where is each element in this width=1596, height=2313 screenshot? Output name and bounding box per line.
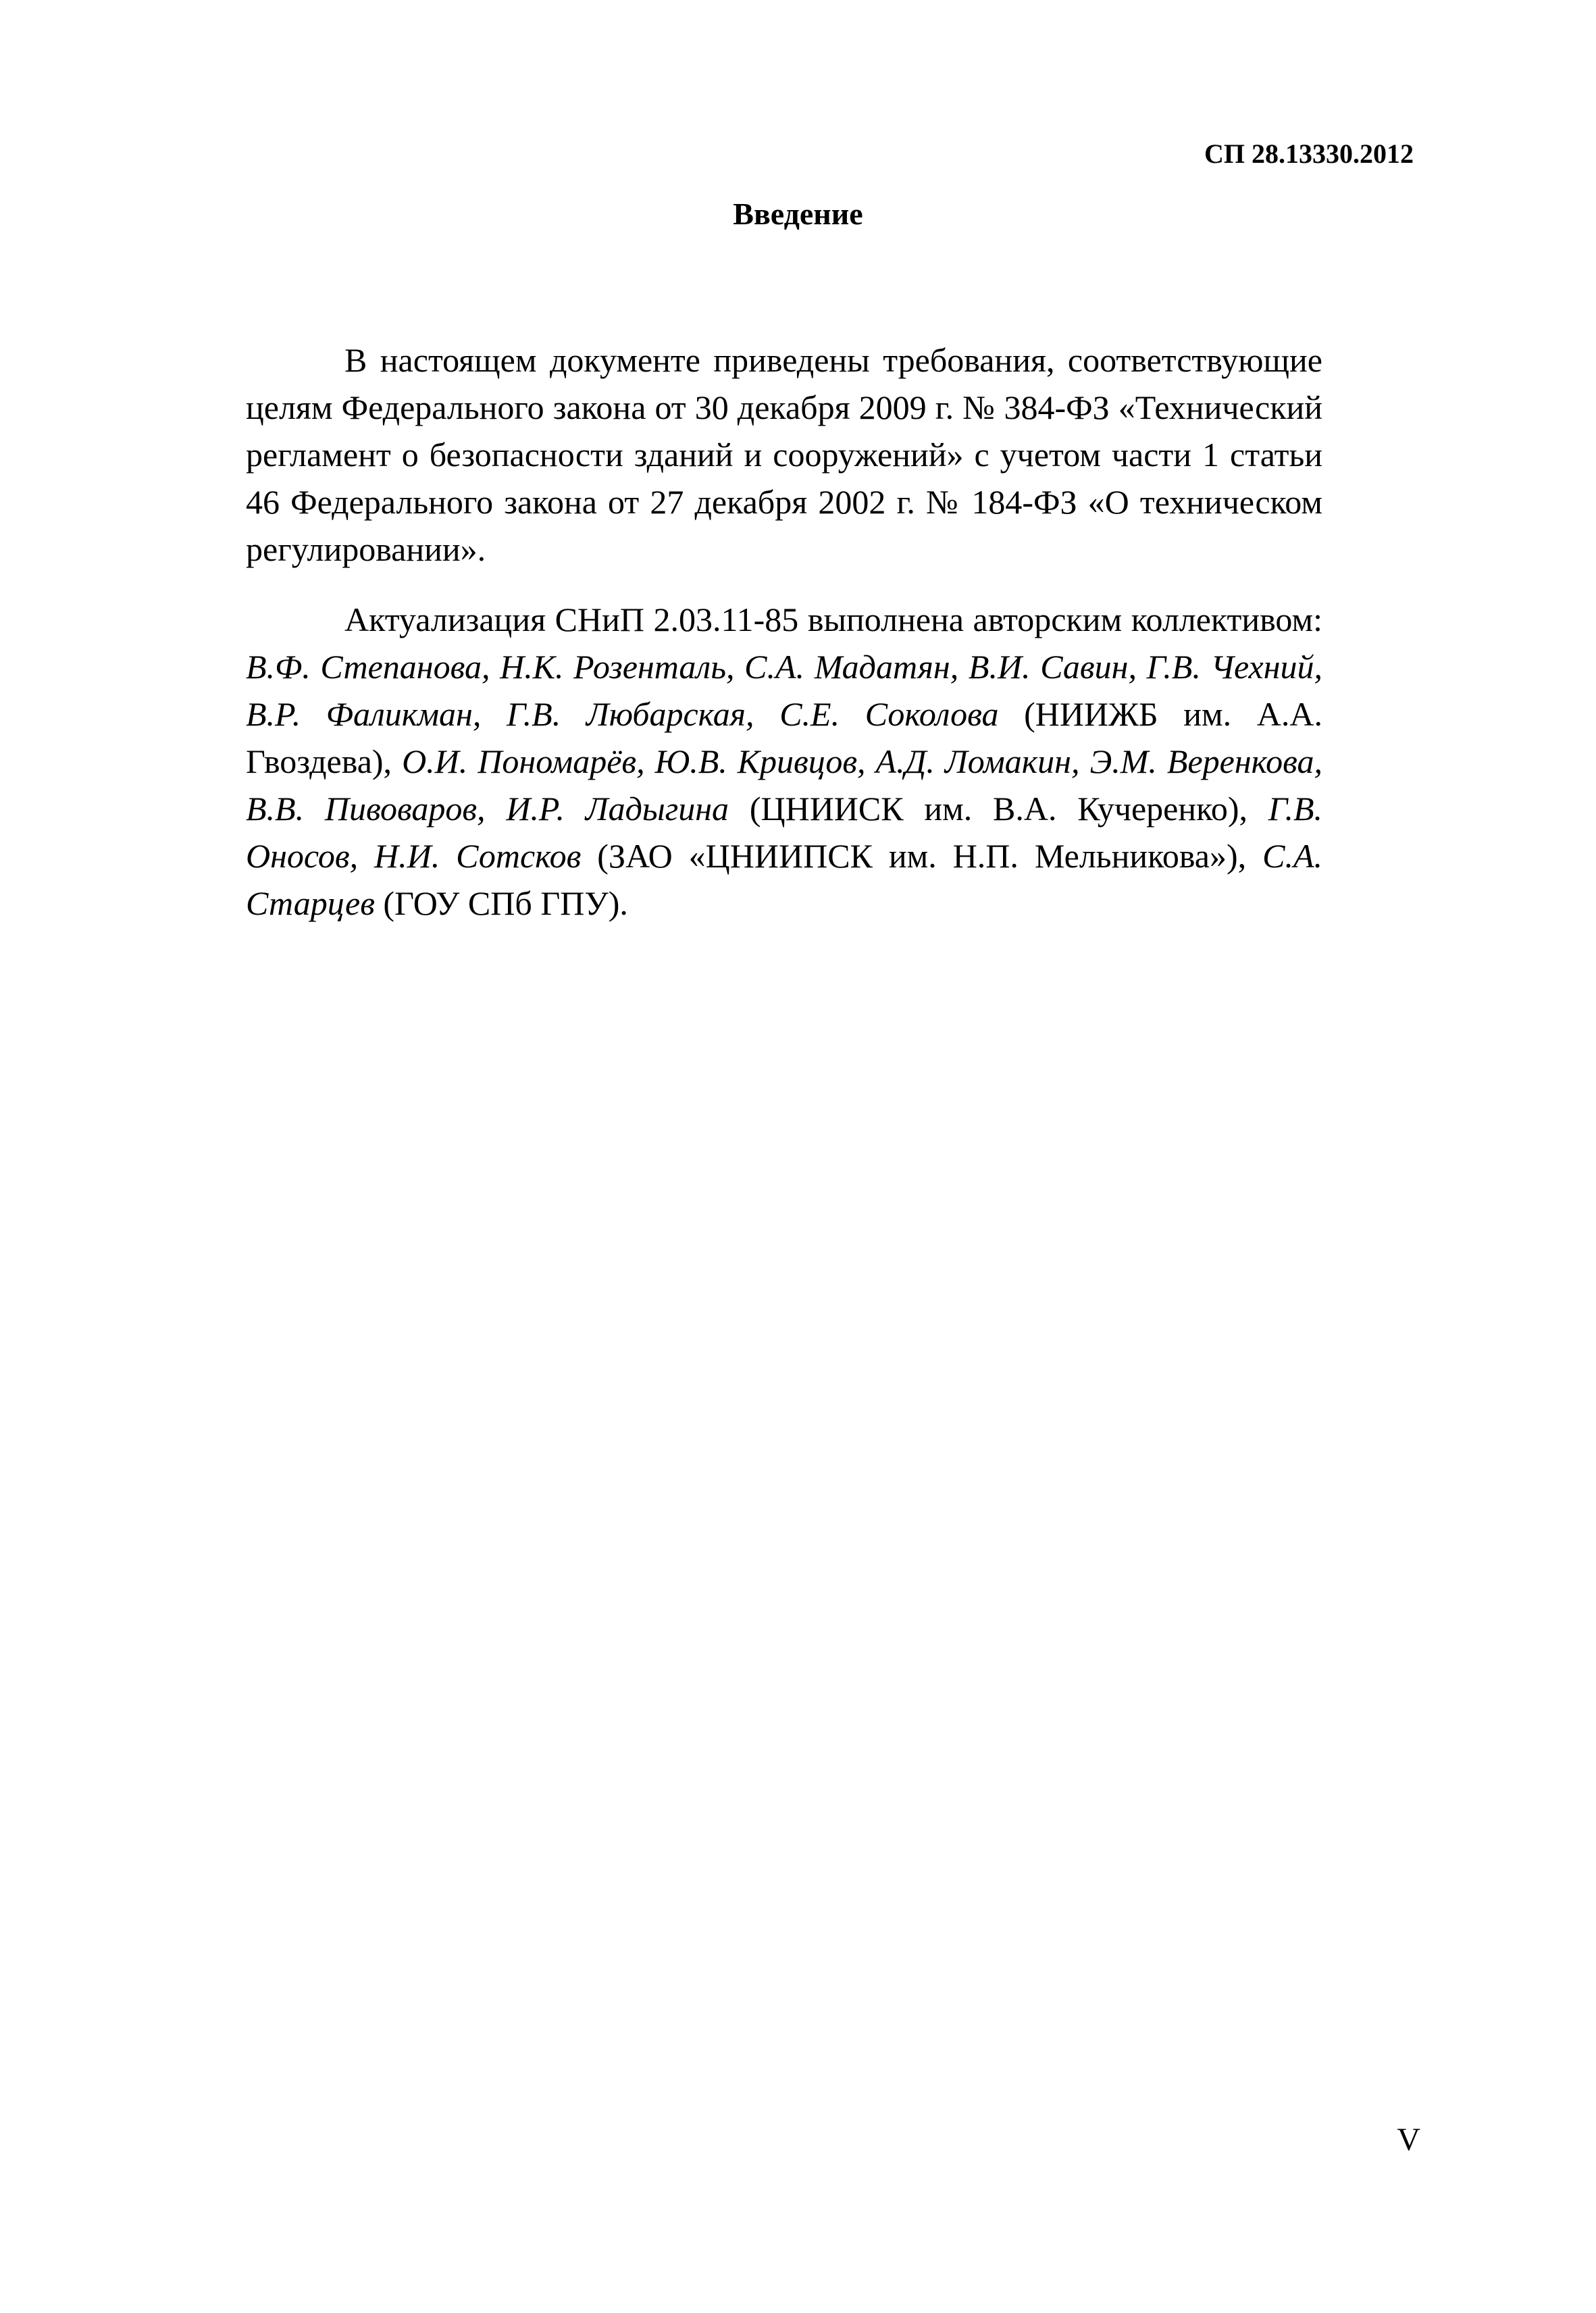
authors-group-2: О.И. Пономарёв, Ю.В. Кривцов, А.Д. Ломакин, Э.М. Веренкова, В.В. Пивоваров, И.Р. Ладыгина — [246, 742, 1322, 828]
section-title: Введение — [733, 197, 863, 231]
org-group-1: (НИИЖБ им. А.А. Гвоздева), — [246, 695, 1322, 780]
authors-intro: Актуализация СНиП 2.03.11-85 выполнена авторским коллективом: — [344, 601, 1322, 638]
paragraph-authors — [246, 596, 1322, 927]
org-group-4: (ГОУ СПб ГПУ). — [374, 884, 628, 922]
authors-group-4: С.А. Старцев — [246, 837, 1323, 922]
document-code: СП 28.13330.2012 — [1204, 138, 1414, 169]
authors-group-3: Г.В. Оносов, Н.И. Сотсков — [246, 790, 1323, 875]
org-group-2: (ЦНИИСК им. В.А. Кучеренко), — [729, 790, 1268, 828]
paragraph-requirements: В настоящем документе приведены требования, соответствующие целям Федерального закона от 30 декабря 2009 г. № 384-ФЗ «Технический регламент о безопасности зданий и сооружений» с учетом части 1 статьи 46 Федерального закона от 27 декабря 2002 г. № 184-ФЗ «О техническом регулировании». — [246, 341, 1322, 568]
authors-group-1: В.Ф. Степанова, Н.К. Розенталь, С.А. Мадатян, В.И. Савин, Г.В. Чехний, В.Р. Фаликман, Г.В. Любарская, С.Е. Соколова — [246, 648, 1322, 733]
page-number: V — [1397, 2122, 1420, 2158]
document-body — [246, 336, 1322, 927]
org-group-3: (ЗАО «ЦНИИПСК им. Н.П. Мельникова»), — [581, 837, 1263, 875]
